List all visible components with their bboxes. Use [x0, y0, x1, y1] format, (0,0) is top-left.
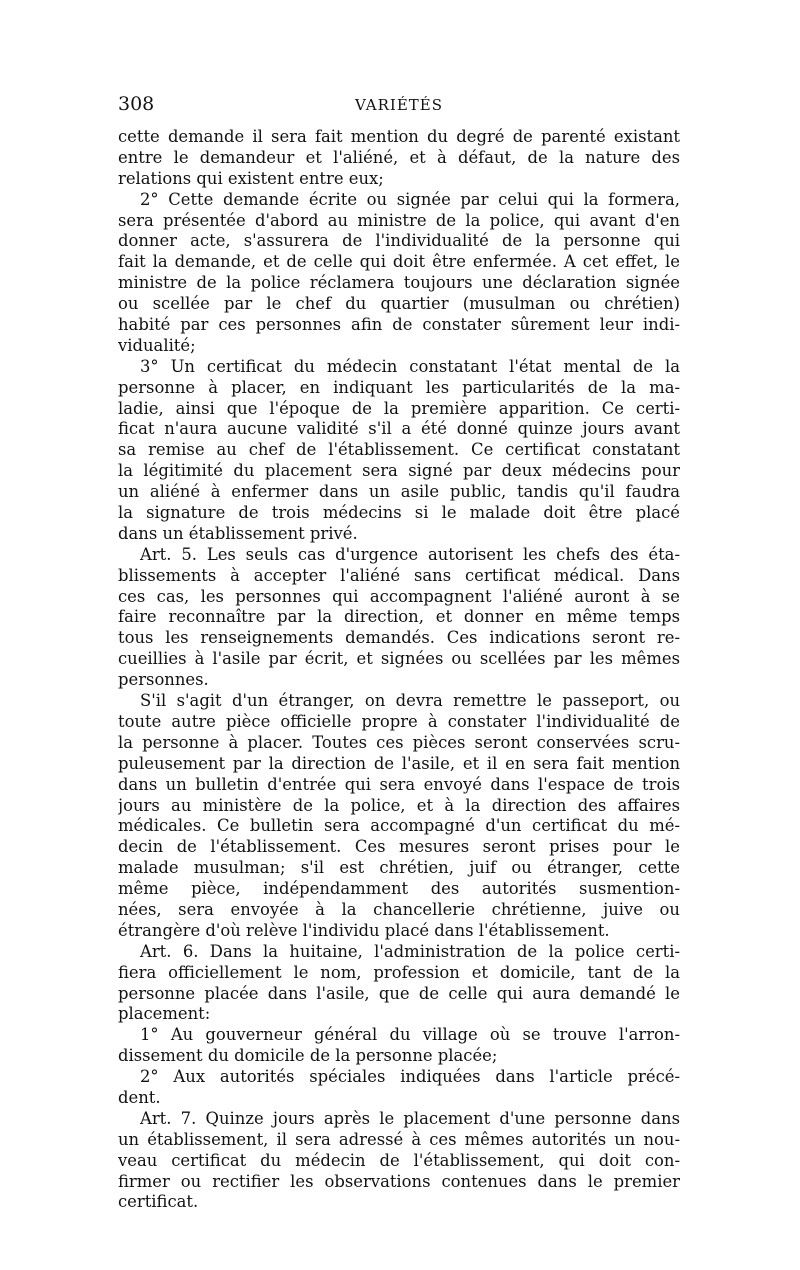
text-line: fiera officiellement le nom, profession et domicile, tant de la — [118, 962, 680, 982]
page-header — [118, 92, 680, 116]
text-line: un aliéné à enfermer dans un asile public, tandis qu'il faudra — [118, 482, 680, 502]
text-line: firmer ou rectifier les observations contenues dans le premier — [118, 1171, 680, 1191]
text-line: même pièce, indépendamment des autorités susmention- — [118, 879, 680, 899]
text-line: relations qui existent entre eux; — [118, 168, 384, 188]
text-line: médicales. Ce bulletin sera accompagné d'un certificat du mé- — [118, 816, 680, 836]
text-line: dans un établissement privé. — [118, 523, 358, 543]
text-line: 2° Aux autorités spéciales indiquées dans l'article précé- — [140, 1067, 680, 1087]
text-line: cueillies à l'asile par écrit, et signées ou scellées par les mêmes — [118, 649, 680, 669]
text-line: S'il s'agit d'un étranger, on devra remettre le passeport, ou — [140, 691, 680, 711]
text-line: donner acte, s'assurera de l'individualité de la personne qui — [118, 231, 680, 251]
text-line: ces cas, les personnes qui accompagnent l'aliéné auront à se — [118, 586, 680, 606]
text-line: 3° Un certificat du médecin constatant l'état mental de la — [140, 356, 680, 376]
text-line: decin de l'établissement. Ces mesures seront prises pour le — [118, 837, 680, 857]
text-line: entre le demandeur et l'aliéné, et à défaut, de la nature des — [118, 147, 680, 167]
text-line: personne à placer, en indiquant les particularités de la ma- — [118, 377, 680, 397]
page-number: 308 — [118, 93, 155, 115]
text-line: personnes. — [118, 670, 209, 690]
text-line: Art. 6. Dans la huitaine, l'administration de la police certi- — [140, 941, 680, 961]
text-line: certificat. — [118, 1192, 199, 1212]
text-line: 1° Au gouverneur général du village où se trouve l'arron- — [140, 1025, 680, 1045]
text-line: ou scellée par le chef du quartier (musulman ou chrétien) — [118, 294, 680, 314]
text-line: Art. 7. Quinze jours après le placement d'une personne dans — [140, 1108, 680, 1128]
text-line: jours au ministère de la police, et à la direction des affaires — [118, 795, 680, 815]
text-line: toute autre pièce officielle propre à constater l'individualité de — [118, 711, 680, 731]
text-line: la signature de trois médecins si le malade doit être placé — [118, 503, 680, 523]
text-line: blissements à accepter l'aliéné sans certificat médical. Dans — [118, 565, 680, 585]
text-line: 2° Cette demande écrite ou signée par celui qui la formera, — [140, 189, 680, 209]
text-line: habité par ces personnes afin de constater sûrement leur indi- — [118, 315, 680, 335]
text-line: la personne à placer. Toutes ces pièces seront conservées scru- — [118, 732, 680, 752]
text-line: malade musulman; s'il est chrétien, juif ou étranger, cette — [118, 858, 680, 878]
text-line: tous les renseignements demandés. Ces indications seront re- — [118, 628, 680, 648]
text-line: nées, sera envoyée à la chancellerie chrétienne, juive ou — [118, 899, 680, 919]
text-line: la légitimité du placement sera signé par deux médecins pour — [118, 461, 680, 481]
text-line: dissement du domicile de la personne placée; — [118, 1046, 498, 1066]
body-text — [118, 127, 680, 1213]
text-line: ladie, ainsi que l'époque de la première apparition. Ce certi- — [118, 398, 680, 418]
text-line: dent. — [118, 1087, 161, 1107]
text-line: vidualité; — [118, 335, 196, 355]
text-line: faire reconnaître par la direction, et donner en même temps — [118, 607, 680, 627]
running-title: VARIÉTÉS — [354, 96, 444, 114]
text-line: sa remise au chef de l'établissement. Ce certificat constatant — [118, 440, 680, 460]
text-line: dans un bulletin d'entrée qui sera envoyé dans l'espace de trois — [118, 774, 680, 794]
text-line: cette demande il sera fait mention du degré de parenté existant — [118, 127, 680, 146]
text-line: sera présentée d'abord au ministre de la police, qui avant d'en — [118, 210, 680, 230]
text-line: ficat n'aura aucune validité s'il a été donné quinze jours avant — [118, 419, 680, 439]
text-line: placement: — [118, 1004, 211, 1024]
text-line: ministre de la police réclamera toujours une déclaration signée — [118, 273, 680, 293]
text-line: étrangère d'où relève l'individu placé dans l'établissement. — [118, 920, 610, 940]
text-line: veau certificat du médecin de l'établissement, qui doit con- — [118, 1150, 680, 1170]
text-line: fait la demande, et de celle qui doit être enfermée. A cet effet, le — [118, 252, 680, 272]
text-line: Art. 5. Les seuls cas d'urgence autorisent les chefs des éta- — [140, 544, 680, 564]
text-line: personne placée dans l'asile, que de celle qui aura demandé le — [118, 983, 680, 1003]
text-line: puleusement par la direction de l'asile, et il en sera fait mention — [118, 753, 680, 773]
text-line: un établissement, il sera adressé à ces mêmes autorités un nou- — [118, 1129, 680, 1149]
